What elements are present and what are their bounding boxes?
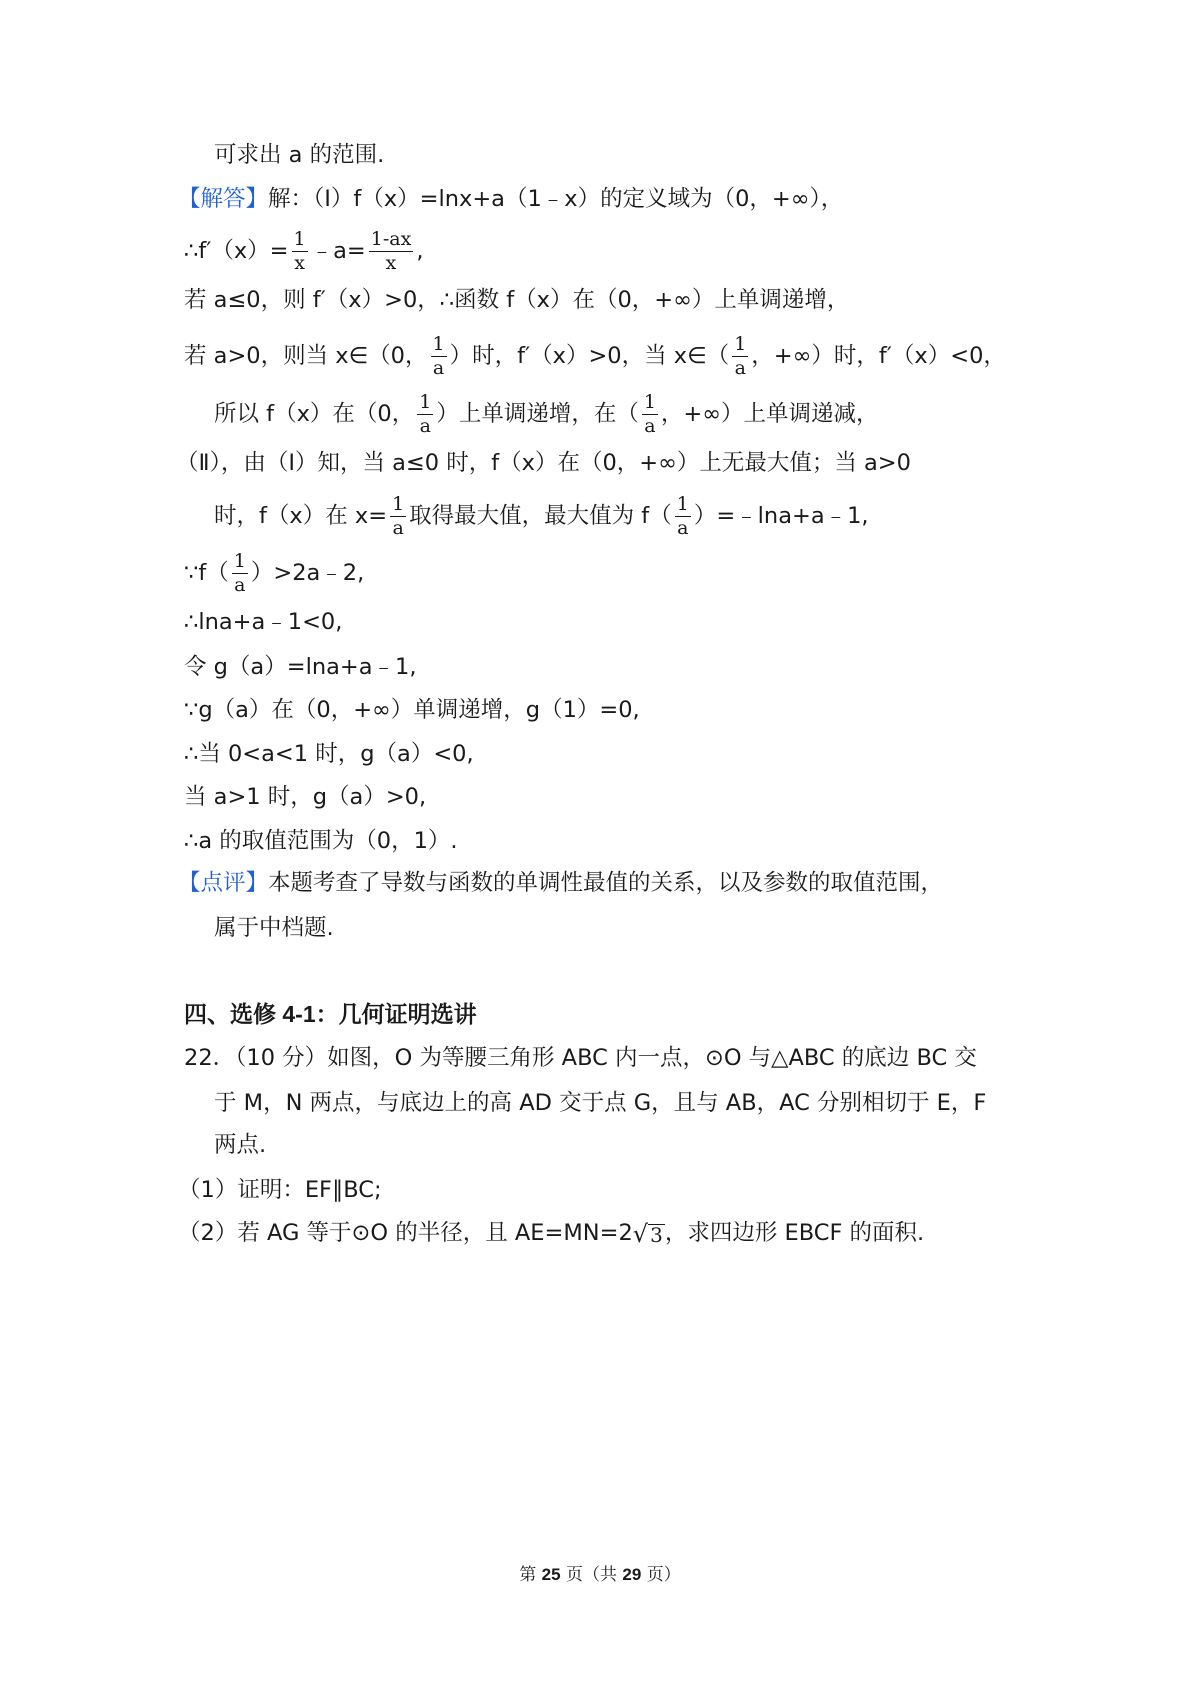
fraction [390,495,406,538]
text-fragment: 所以 f（x）在（0， [214,401,415,427]
fraction-denominator: a [432,357,445,379]
fraction-numerator: 1 [392,493,405,515]
fraction [232,552,248,595]
fraction [732,335,748,378]
text-line: （Ⅱ），由（Ⅰ）知，当 a≤0 时，f（x）在（0，+∞）上无最大值；当 a>0 [176,450,911,476]
text-line [184,335,1006,378]
footer-text: 第 [519,1565,537,1585]
text-fragment: , [416,238,424,264]
text-line [178,868,943,898]
fraction-denominator: a [644,415,656,437]
text-fragment: 若 a>0，则当 x∈（0， [184,343,428,369]
text-line: ∴lna+a﹣1<0, [184,609,343,635]
text-line [178,184,843,214]
text-fragment: ，求四边形 EBCF 的面积. [664,1220,925,1246]
text-fragment: ，+∞）上单调递减， [660,401,879,427]
text-fragment: 时，f（x）在 x= [214,503,388,529]
total-pages: 29 [622,1565,642,1584]
footer-text: 页（共 [566,1565,617,1585]
text-line: ∴a 的取值范围为（0，1）. [184,828,458,854]
fraction-denominator: a [419,415,431,437]
question-line: （1）证明：EF∥BC; [178,1177,382,1203]
text-fragment: 取得最大值，最大值为 f（ [409,503,672,529]
question-line: 两点. [214,1132,267,1158]
text-line [184,552,364,595]
sqrt-expression [632,1219,665,1248]
fraction-numerator: 1 [419,391,432,413]
fraction-denominator: a [234,574,246,596]
fraction-numerator: 1 [734,333,747,355]
fraction-denominator: x [385,252,397,274]
fraction-denominator: a [734,357,746,379]
page-footer [0,1560,1200,1585]
question-line [178,1218,924,1248]
text-fragment: ﹣a= [310,238,366,264]
fraction-numerator: 1 [233,550,246,572]
fraction-denominator: a [677,517,689,539]
fraction-numerator: 1 [293,228,306,250]
page-number: 25 [541,1565,561,1584]
text-line: 属于中档题. [214,915,334,941]
text-line [214,393,879,436]
text-line [184,230,423,273]
answer-text: 解：（Ⅰ）f（x）=lnx+a（1﹣x）的定义域为（0，+∞）， [268,186,844,212]
text-line: 可求出 a 的范围. [214,142,385,168]
text-line: 令 g（a）=lna+a﹣1, [184,654,417,680]
text-fragment: ）时，f′（x）>0，当 x∈（ [449,343,730,369]
fraction-denominator: x [294,252,305,274]
footer-text: 页） [646,1565,681,1585]
text-fragment: （2）若 AG 等于⊙O 的半径，且 AE=MN=2 [178,1220,633,1246]
fraction-denominator: a [392,517,404,539]
fraction [675,495,691,538]
text-fragment: ）>2a﹣2, [250,560,365,586]
text-fragment: ）=﹣lna+a﹣1, [693,503,869,529]
fraction-numerator: 1 [432,333,445,355]
text-fragment: ∵f（ [184,560,229,586]
text-fragment: ）上单调递增，在（ [436,401,639,427]
answer-tag: 【解答】 [178,186,269,212]
fraction [642,393,658,436]
fraction-numerator: 1 [643,391,656,413]
fraction [369,230,414,273]
sqrt-icon: √ [632,1219,649,1248]
fraction [292,230,308,273]
section-heading: 四、选修 4-1：几何证明选讲 [184,1001,477,1027]
text-line [214,495,869,538]
review-tag: 【点评】 [178,870,269,896]
fraction [431,335,447,378]
text-fragment: ∴f′（x）= [184,238,289,264]
question-line: 22．（10 分）如图，O 为等腰三角形 ABC 内一点，⊙O 与△ABC 的底边 BC 交 [184,1045,977,1071]
text-line: 若 a≤0，则 f′（x）>0，∴函数 f（x）在（0，+∞）上单调递增， [184,287,850,313]
text-line: 当 a>1 时，g（a）>0, [184,784,427,810]
fraction-numerator: 1 [676,493,689,515]
review-text: 本题考查了导数与函数的单调性最值的关系，以及参数的取值范围， [268,870,944,896]
radicand: 3 [650,1222,663,1247]
fraction-numerator: 1-ax [370,228,412,250]
text-line: ∵g（a）在（0，+∞）单调递增，g（1）=0, [184,697,640,723]
fraction [417,393,433,436]
text-line: ∴当 0<a<1 时，g（a）<0, [184,741,474,767]
text-fragment: ，+∞）时，f′（x）<0， [751,343,1006,369]
question-line: 于 M，N 两点，与底边上的高 AD 交于点 G，且与 AB，AC 分别相切于 E，F [214,1090,987,1116]
